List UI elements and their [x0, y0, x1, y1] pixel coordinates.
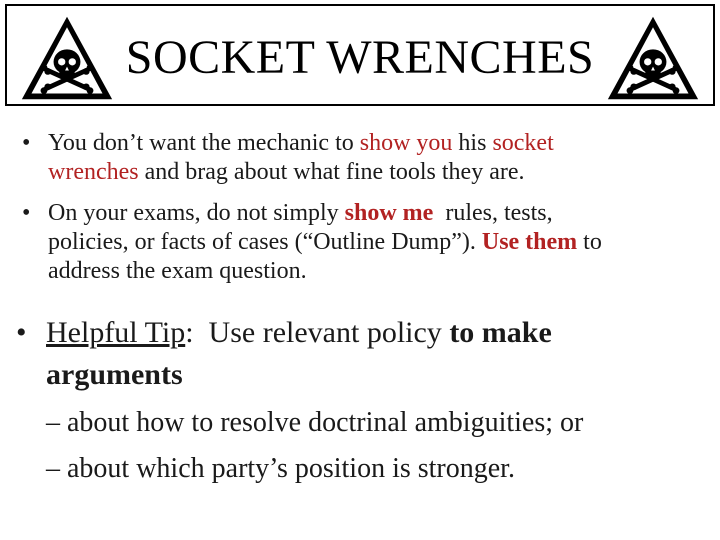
- slide-title: SOCKET WRENCHES: [125, 31, 595, 84]
- text-span: and brag about what fine tools they are.: [138, 159, 525, 185]
- highlight-show-you: show you: [359, 130, 453, 156]
- dash-marker: –: [46, 407, 60, 438]
- bullet2-line1: [48, 199, 553, 228]
- tip-label: Helpful Tip: [46, 316, 186, 349]
- text-span: You don’t want the mechanic to: [48, 130, 360, 156]
- title-banner: [5, 4, 715, 106]
- bullet-marker: •: [16, 316, 27, 349]
- sub-item: [46, 404, 583, 442]
- sub-item-text: about how to resolve doctrinal ambiguities; or: [67, 407, 584, 438]
- tip-line1: [46, 313, 552, 353]
- bullet1-line2: [48, 158, 525, 187]
- tip-bold-to-make: to make: [449, 316, 552, 349]
- dash-marker: –: [46, 453, 60, 484]
- highlight-show-me: show me: [344, 200, 434, 226]
- text-span: : Use relevant policy: [185, 316, 450, 349]
- bullet1-line1: [48, 129, 554, 158]
- text-span: rules, tests,: [433, 200, 553, 226]
- sub-item: [46, 450, 515, 488]
- text-span: policies, or facts of cases (“Outline Dump”).: [48, 229, 482, 255]
- bullet-marker: •: [22, 200, 31, 226]
- sub-item-text: about which party’s position is stronger.: [67, 453, 515, 484]
- tip-line2: arguments: [46, 358, 183, 391]
- highlight-socket: socket: [492, 130, 554, 156]
- highlight-wrenches: wrenches: [48, 159, 139, 185]
- text-span: On your exams, do not simply: [48, 200, 345, 226]
- bullet2-line2: [48, 228, 602, 257]
- skull-crossbones-warning-icon: [605, 12, 701, 104]
- text-span: his: [452, 130, 493, 156]
- bullet2-line3: address the exam question.: [48, 258, 307, 284]
- text-span: to: [577, 229, 602, 255]
- bullet-marker: •: [22, 130, 31, 156]
- highlight-use-them: Use them: [481, 229, 578, 255]
